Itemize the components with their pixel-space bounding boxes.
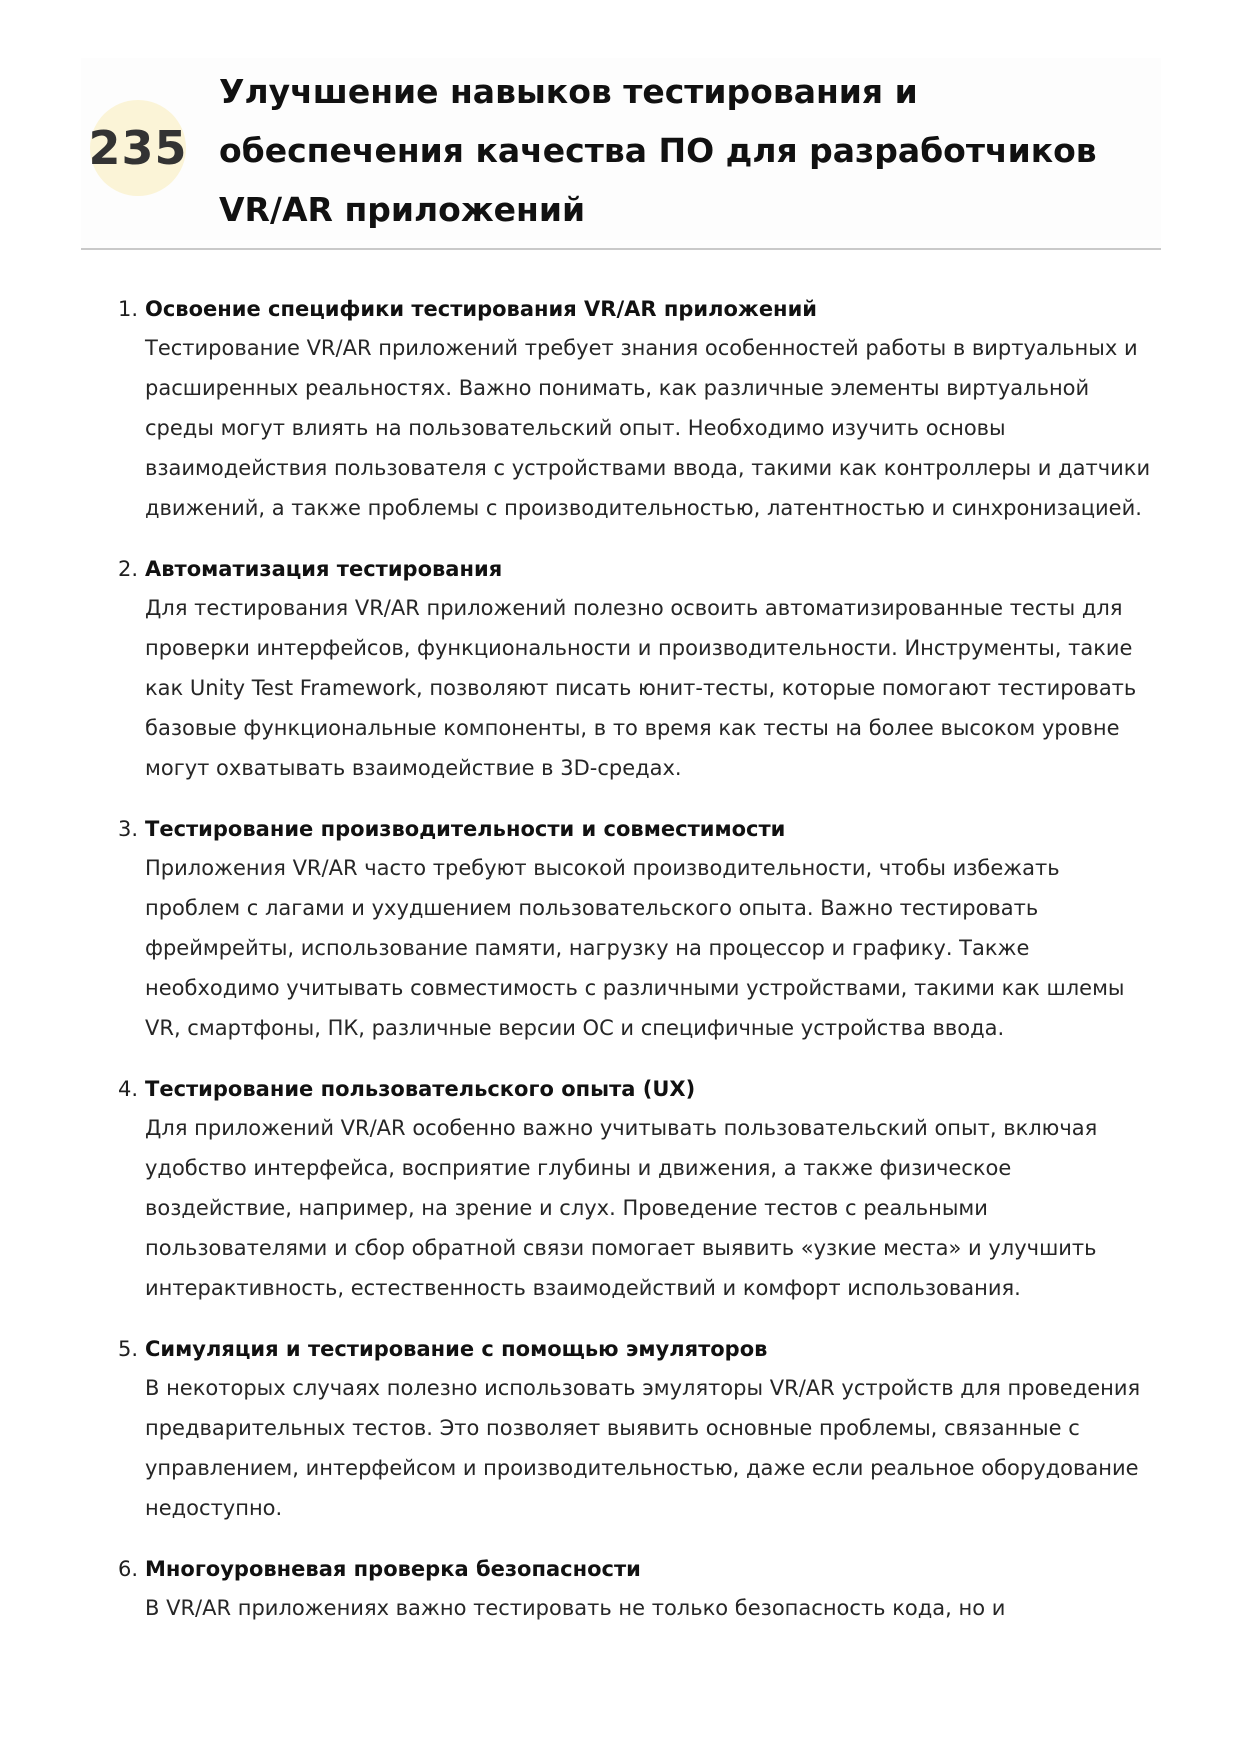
item-number: 2.: [118, 557, 139, 581]
page-title: Улучшение навыков тестирования и обеспечения качества ПО для разработчиков VR/AR приложений: [219, 72, 1097, 229]
item-heading: Автоматизация тестирования: [145, 557, 503, 581]
item-heading: Симуляция и тестирование с помощью эмуляторов: [145, 1337, 768, 1361]
item-text: Тестирование VR/AR приложений требует знания особенностей работы в виртуальных и расширенных реальностях. Важно понимать, как различные элементы виртуальной среды могут влиять на пользовательский опыт. Необходимо изучить основы взаимодействия пользователя с устройствами ввода, такими как контроллеры и датчики движений, а также проблемы с производительностью, латентностью и синхронизацией.: [145, 336, 1151, 520]
page-number-badge: [90, 100, 186, 196]
list-item: [118, 290, 1158, 528]
item-number: 3.: [118, 817, 139, 841]
item-number: 6.: [118, 1557, 139, 1581]
page-header: [81, 58, 1161, 250]
item-heading: Освоение специфики тестирования VR/AR приложений: [145, 297, 817, 321]
item-text: Для приложений VR/AR особенно важно учитывать пользовательский опыт, включая удобство интерфейса, восприятие глубины и движения, а также физическое воздействие, например, на зрение и слух. Проведение тестов с реальными пользователями и сбор обратной связи помогает выявить «узкие места» и улучшить интерактивность, естественность взаимодействий и комфорт использования.: [145, 1116, 1098, 1300]
list-item: [118, 1330, 1158, 1528]
item-text: В некоторых случаях полезно использовать эмуляторы VR/AR устройств для проведения предварительных тестов. Это позволяет выявить основные проблемы, связанные с управлением, интерфейсом и производительностью, даже если реальное оборудование недоступно.: [145, 1376, 1141, 1520]
item-heading: Тестирование производительности и совместимости: [145, 817, 786, 841]
item-text: Для тестирования VR/AR приложений полезно освоить автоматизированные тесты для проверки интерфейсов, функциональности и производительности. Инструменты, такие как Unity Test Framework, позволяют писать юнит-тесты, которые помогают тестировать базовые функциональные компоненты, в то время как тесты на более высоком уровне могут охватывать взаимодействие в 3D-средах.: [145, 596, 1137, 780]
item-number: 4.: [118, 1077, 139, 1101]
list-item: [118, 1070, 1158, 1308]
list-item: [118, 1550, 1158, 1628]
item-number: 1.: [118, 297, 139, 321]
item-text: В VR/AR приложениях важно тестировать не только безопасность кода, но и: [145, 1596, 1006, 1620]
list-item: [118, 810, 1158, 1048]
item-text: Приложения VR/AR часто требуют высокой производительности, чтобы избежать проблем с лагами и ухудшением пользовательского опыта. Важно тестировать фреймрейты, использование памяти, нагрузку на процессор и графику. Также необходимо учитывать совместимость с различными устройствами, такими как шлемы VR, смартфоны, ПК, различные версии ОС и специфичные устройства ввода.: [145, 856, 1125, 1040]
list-item: [118, 550, 1158, 788]
item-number: 5.: [118, 1337, 139, 1361]
numbered-list: [118, 290, 1158, 1650]
item-heading: Тестирование пользовательского опыта (UX): [145, 1077, 696, 1101]
item-heading: Многоуровневая проверка безопасности: [145, 1557, 641, 1581]
page-number: 235: [88, 121, 188, 175]
